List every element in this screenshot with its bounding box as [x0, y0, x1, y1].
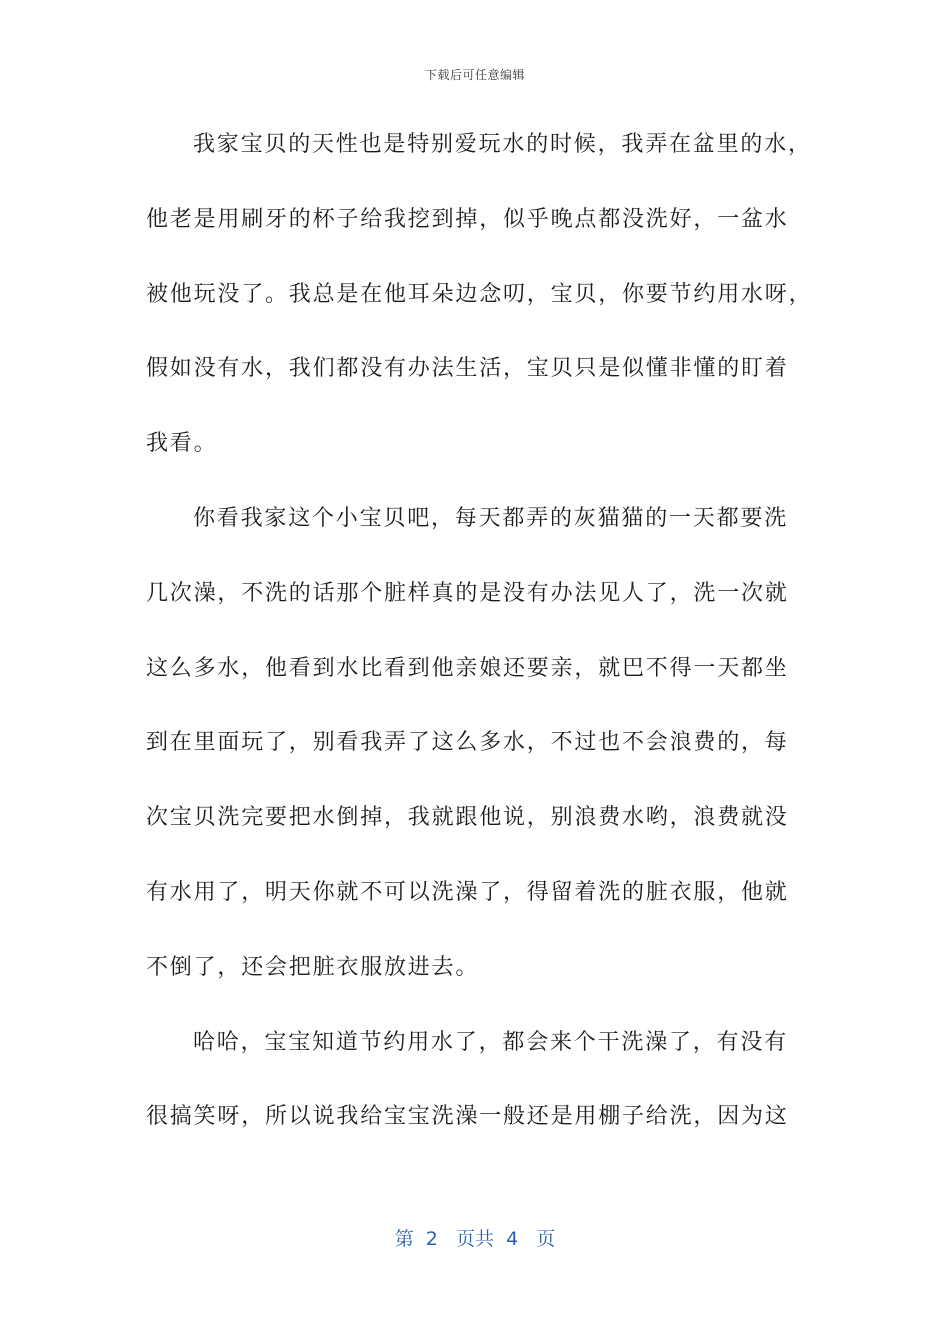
paragraph-3-line-2: 很搞笑呀，所以说我给宝宝洗澡一般还是用棚子给洗，因为这: [146, 1104, 789, 1130]
paragraph-2-line-1: 你看我家这个小宝贝吧，每天都弄的灰猫猫的一天都要洗: [193, 505, 789, 531]
paragraph-2-line-6: 有水用了，明天你就不可以洗澡了，得留着洗的脏衣服，他就: [146, 879, 789, 905]
header-note: 下载后可任意编辑: [424, 68, 525, 82]
paragraph-2-line-3: 这么多水，他看到水比看到他亲娘还要亲，就巴不得一天都坐: [146, 655, 789, 681]
paragraph-1-line-1: 我家宝贝的天性也是特别爱玩水的时候，我弄在盆里的水，: [193, 132, 812, 157]
page-number-footer: 第 2 页共 4 页: [394, 1228, 556, 1250]
paragraph-3-line-1: 哈哈，宝宝知道节约用水了，都会来个干洗澡了，有没有: [193, 1029, 789, 1055]
paragraph-2-line-4: 到在里面玩了，别看我弄了这么多水，不过也不会浪费的，每: [146, 730, 789, 756]
paragraph-2-line-2: 几次澡，不洗的话那个脏样真的是没有办法见人了，洗一次就: [146, 580, 789, 606]
body-text: [146, 108, 813, 1155]
paragraph-1-line-3: 被他玩没了。我总是在他耳朵边念叨，宝贝，你要节约用水呀，: [146, 281, 813, 307]
paragraph-1-line-5: 我看。: [146, 431, 218, 457]
paragraph-1-line-2: 他老是用刷牙的杯子给我挖到掉，似乎晚点都没洗好，一盆水: [146, 206, 789, 232]
paragraph-2-line-5: 次宝贝洗完要把水倒掉，我就跟他说，别浪费水哟，浪费就没: [146, 805, 789, 831]
paragraph-2-line-7: 不倒了，还会把脏衣服放进去。: [146, 954, 480, 980]
paragraph-1-line-4: 假如没有水，我们都没有办法生活，宝贝只是似懂非懂的盯着: [146, 356, 789, 382]
